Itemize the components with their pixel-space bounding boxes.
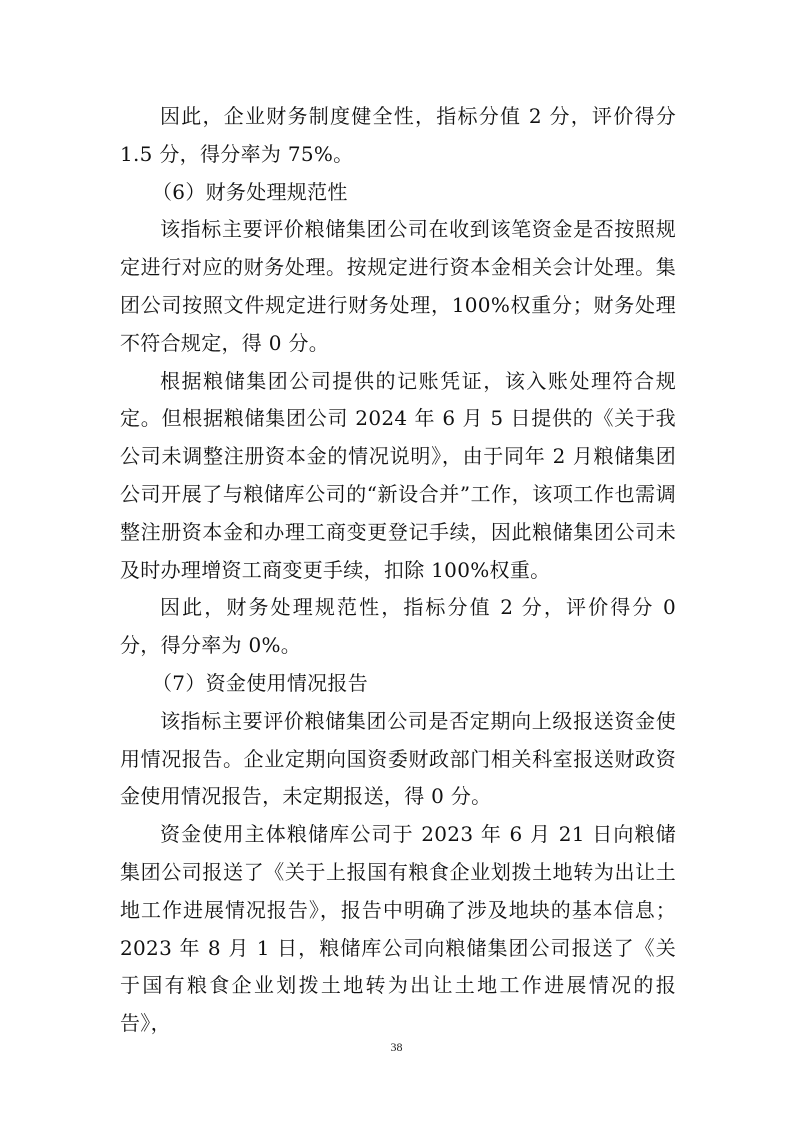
paragraph-financial-processing-findings: 根据粮储集团公司提供的记账凭证，该入账处理符合规定。但根据粮储集团公司 2024 年 6 月 5 日提供的《关于我公司未调整注册资本金的情况说明》，由于同年 2 月粮储集团公司开展了与粮储库公司的“新设合并”工作，该项工作也需调整注册资本金和办理工商变更登记手续，因此粮储集团公司未及时办理增资工商变更手续，扣除 100%权重。 — [120, 368, 676, 582]
heading-financial-processing: （6）财务处理规范性 — [152, 179, 348, 204]
paragraph-financial-processing-criteria: 该指标主要评价粮储集团公司在收到该笔资金是否按照规定进行对应的财务处理。按规定进行资本金相关会计处理。集团公司按照文件规定进行财务处理，100%权重分；财务处理不符合规定，得 0 分。 — [120, 217, 676, 355]
paragraph-financial-processing-conclusion: 因此，财务处理规范性，指标分值 2 分，评价得分 0 分，得分率为 0%。 — [120, 595, 676, 658]
paragraph-fund-usage-findings: 资金使用主体粮储库公司于 2023 年 6 月 21 日向粮储集团公司报送了《关于上报国有粮食企业划拨土地转为出让土地工作进展情况报告》，报告中明确了涉及地块的基本信息；2023 年 8 月 1 日，粮储库公司向粮储集团公司报送了《关于国有粮食企业划拨土地转为出让土地工作进展情况的报告》， — [120, 822, 676, 1036]
paragraph-fund-usage-criteria: 该指标主要评价粮储集团公司是否定期向上级报送资金使用情况报告。企业定期向国资委财政部门相关科室报送财政资金使用情况报告，未定期报送，得 0 分。 — [120, 708, 676, 809]
page-number: 38 — [390, 1040, 403, 1054]
heading-fund-usage-report: （7）资金使用情况报告 — [152, 670, 369, 695]
document-body — [120, 98, 676, 1043]
paragraph-financial-system-conclusion: 因此，企业财务制度健全性，指标分值 2 分，评价得分 1.5 分，得分率为 75%。 — [120, 104, 676, 166]
